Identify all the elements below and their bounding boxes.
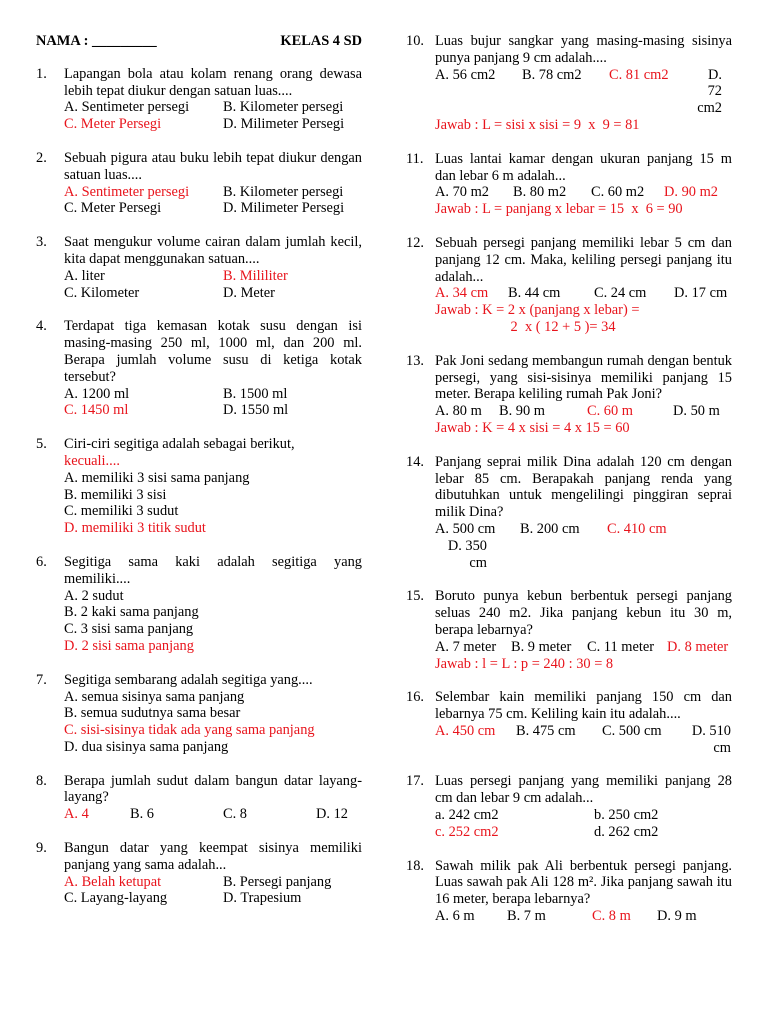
option-d: D. 1550 ml [223, 402, 289, 419]
option-d: D. 8 meter [667, 638, 729, 655]
option-c: C. memiliki 3 sudut [64, 503, 179, 520]
question-8 [36, 773, 362, 823]
option-a: A. 56 cm2 [435, 66, 496, 83]
question-stem: Segitiga sembarang adalah segitiga yang.... [64, 671, 313, 688]
option-a: A. 7 meter [435, 638, 497, 655]
answer-working: 2 x ( 12 + 5 )= 34 [435, 318, 616, 335]
answer-working: Jawab : l = L : p = 240 : 30 = 8 [435, 655, 614, 672]
option-a: A. 1200 ml [64, 385, 130, 402]
option-list [64, 99, 362, 133]
option-b: B. 6 [130, 806, 154, 823]
option-d: D. 12 [316, 806, 348, 823]
question-18 [406, 858, 732, 925]
answer-working: Jawab : K = 4 x sisi = 4 x 15 = 60 [435, 419, 630, 436]
option-c: c. 252 cm2 [435, 823, 499, 840]
option-list [435, 908, 732, 925]
question-stem: Bangun datar yang keempat sisinya memiliki panjang yang sama adalah... [64, 840, 362, 873]
question-number: 17. [406, 773, 424, 790]
option-c: C. 8 [223, 806, 247, 823]
question-number: 11. [406, 150, 424, 167]
question-16 [406, 689, 732, 756]
option-d: D. 50 m [673, 403, 720, 420]
option-a: A. 450 cm [435, 722, 496, 739]
question-number: 18. [406, 857, 424, 874]
option-b: B. 44 cm [508, 285, 561, 302]
option-b: B. Mililiter [223, 267, 288, 284]
option-c: C. 60 m [587, 403, 633, 420]
option-c: C. 11 meter [587, 638, 655, 655]
left-column [36, 33, 362, 924]
option-c: C. 24 cm [594, 285, 647, 302]
option-a: A. 6 m [435, 908, 475, 925]
question-stem-emphasis: kecuali.... [64, 452, 120, 469]
question-stem: Terdapat tiga kemasan kotak susu dengan isi masing-masing 250 ml, 1000 ml, dan 200 ml. Berapa jumlah volume susu di ketiga kotak tersebut? [64, 318, 362, 385]
option-a: A. 80 m [435, 403, 482, 420]
option-list [435, 184, 732, 201]
question-number: 10. [406, 33, 424, 49]
option-c: C. 1450 ml [64, 402, 129, 419]
question-3 [36, 234, 362, 301]
option-list [64, 470, 362, 537]
question-stem: Panjang seprai milik Dina adalah 120 cm dengan lebar 85 cm. Berapakah panjang renda yang dibutuhkan untuk mengelilingi pinggiran seprai milik Dina? [435, 453, 732, 521]
option-d: D. Meter [223, 284, 275, 301]
option-a: A. semua sisinya sama panjang [64, 688, 245, 705]
option-b: B. Persegi panjang [223, 873, 332, 890]
option-b: B. 475 cm [516, 722, 576, 739]
option-d: d. 262 cm2 [594, 823, 659, 840]
option-b: B. memiliki 3 sisi [64, 486, 167, 503]
question-1 [36, 66, 362, 133]
question-14 [406, 454, 732, 572]
option-d: D. Trapesium [223, 890, 302, 907]
question-stem: Luas bujur sangkar yang masing-masing sisinya punya panjang 9 cm adalah.... [435, 33, 732, 66]
option-d: D. 510 cm [691, 722, 731, 756]
option-b: B. 7 m [507, 908, 546, 925]
option-b: B. 90 m [499, 403, 545, 420]
question-number: 16. [406, 689, 424, 706]
question-11 [406, 151, 732, 218]
question-2 [36, 150, 362, 217]
option-list [64, 184, 362, 218]
option-d: D. 17 cm [674, 285, 728, 302]
option-a: A. Sentimeter persegi [64, 99, 190, 116]
option-d: D. 72 cm2 [697, 66, 722, 117]
question-number: 4. [36, 318, 47, 335]
question-number: 6. [36, 553, 47, 570]
question-stem: Sebuah persegi panjang memiliki lebar 5 cm dan panjang 12 cm. Maka, keliling persegi panjang itu adalah... [435, 234, 732, 285]
option-b: b. 250 cm2 [594, 807, 659, 824]
question-number: 5. [36, 436, 47, 453]
question-number: 2. [36, 149, 47, 166]
answer-working: Jawab : L = sisi x sisi = 9 x 9 = 81 [435, 116, 640, 133]
question-number: 9. [36, 840, 47, 857]
option-b: B. 1500 ml [223, 385, 288, 402]
option-a: A. 500 cm [435, 520, 496, 537]
option-b: B. Kilometer persegi [223, 99, 344, 116]
option-c: C. sisi-sisinya tidak ada yang sama panjang [64, 722, 315, 739]
answer-working: Jawab : L = panjang x lebar = 15 x 6 = 90 [435, 201, 683, 218]
option-d: D. 90 m2 [664, 184, 718, 201]
question-15 [406, 588, 732, 672]
option-c: C. 500 cm [602, 722, 662, 739]
option-d: D. dua sisinya sama panjang [64, 738, 229, 755]
option-d: D. 350 cm [447, 537, 487, 571]
question-number: 14. [406, 453, 424, 470]
question-number: 8. [36, 772, 47, 789]
question-stem: Luas lantai kamar dengan ukuran panjang 15 m dan lebar 6 m adalah... [435, 150, 732, 184]
option-list [64, 386, 362, 420]
option-a: A. memiliki 3 sisi sama panjang [64, 469, 250, 486]
option-a: A. Sentimeter persegi [64, 183, 190, 200]
option-d: D. memiliki 3 titik sudut [64, 520, 206, 537]
question-10 [406, 33, 732, 134]
option-b: B. 78 cm2 [522, 66, 582, 83]
option-b: B. 80 m2 [513, 184, 567, 201]
option-b: B. 9 meter [511, 638, 572, 655]
option-a: A. Belah ketupat [64, 873, 162, 890]
option-list [64, 874, 362, 908]
right-column [406, 33, 732, 942]
option-d: D. 2 sisi sama panjang [64, 637, 194, 654]
option-list [435, 807, 732, 841]
question-number: 13. [406, 352, 424, 369]
option-c: C. Meter Persegi [64, 200, 162, 217]
option-b: B. Kilometer persegi [223, 183, 344, 200]
option-c: C. 81 cm2 [609, 66, 669, 83]
option-d: D. Milimeter Persegi [223, 116, 345, 133]
question-stem: Segitiga sama kaki adalah segitiga yang memiliki.... [64, 553, 362, 587]
option-list [64, 268, 362, 302]
question-6 [36, 554, 362, 655]
option-c: C. Kilometer [64, 284, 140, 301]
option-a: A. 4 [64, 806, 89, 823]
option-list [435, 67, 732, 117]
question-stem: Pak Joni sedang membangun rumah dengan bentuk persegi, yang sisi-sisinya memiliki panjang 15 meter. Berapa keliling rumah Pak Joni? [435, 352, 732, 403]
option-list [64, 806, 362, 823]
option-list [64, 689, 362, 756]
question-12 [406, 235, 732, 336]
question-stem: Ciri-ciri segitiga adalah sebagai berikut, [64, 436, 295, 453]
question-13 [406, 353, 732, 437]
option-list [435, 723, 732, 757]
question-stem: Lapangan bola atau kolam renang orang dewasa lebih tepat diukur dengan satuan luas.... [64, 65, 362, 99]
question-4 [36, 318, 362, 419]
option-a: A. 34 cm [435, 285, 489, 302]
class-label: KELAS 4 SD [280, 33, 362, 49]
option-b: B. 200 cm [520, 520, 580, 537]
option-d: D. Milimeter Persegi [223, 200, 345, 217]
question-number: 12. [406, 234, 424, 251]
option-list [64, 588, 362, 655]
question-stem: Sebuah pigura atau buku lebih tepat diukur dengan satuan luas.... [64, 149, 362, 183]
option-a: A. 2 sudut [64, 587, 124, 604]
option-c: C. 60 m2 [591, 184, 645, 201]
question-stem: Selembar kain memiliki panjang 150 cm dan lebarnya 75 cm. Keliling kain itu adalah.... [435, 689, 732, 723]
question-number: 1. [36, 65, 47, 82]
option-c: C. 3 sisi sama panjang [64, 621, 194, 638]
option-c: C. Meter Persegi [64, 116, 162, 133]
question-number: 15. [406, 588, 424, 605]
name-field-label: NAMA : _________ [36, 33, 157, 49]
option-b: B. 2 kaki sama panjang [64, 604, 199, 621]
question-9 [36, 840, 362, 907]
question-17 [406, 773, 732, 840]
answer-working: Jawab : K = 2 x (panjang x lebar) = [435, 302, 640, 319]
option-d: D. 9 m [657, 908, 697, 925]
option-c: C. Layang-layang [64, 890, 168, 907]
question-number: 3. [36, 234, 47, 251]
question-stem: Sawah milik pak Ali berbentuk persegi panjang. Luas sawah pak Ali 128 m². Jika panjang sawah itu 16 meter, berapa lebarnya? [435, 857, 732, 908]
option-list [435, 403, 732, 420]
question-7 [36, 672, 362, 756]
question-stem: Luas persegi panjang yang memiliki panjang 28 cm dan lebar 9 cm adalah... [435, 773, 732, 807]
option-c: C. 410 cm [607, 520, 667, 537]
option-b: B. semua sudutnya sama besar [64, 705, 241, 722]
question-stem: Berapa jumlah sudut dalam bangun datar layang-layang? [64, 772, 362, 806]
option-list [435, 521, 732, 571]
option-a: a. 242 cm2 [435, 807, 499, 824]
option-c: C. 8 m [592, 908, 631, 925]
question-stem: Saat mengukur volume cairan dalam jumlah kecil, kita dapat menggunakan satuan.... [64, 234, 362, 267]
option-a: A. 70 m2 [435, 184, 489, 201]
question-5 [36, 436, 362, 537]
worksheet-header [36, 33, 362, 50]
option-list [435, 639, 732, 656]
option-list [435, 285, 732, 302]
question-stem: Boruto punya kebun berbentuk persegi panjang seluas 240 m2. Jika panjang kebun itu 30 m, berapa lebarnya? [435, 588, 732, 638]
question-number: 7. [36, 671, 47, 688]
option-a: A. liter [64, 267, 105, 284]
